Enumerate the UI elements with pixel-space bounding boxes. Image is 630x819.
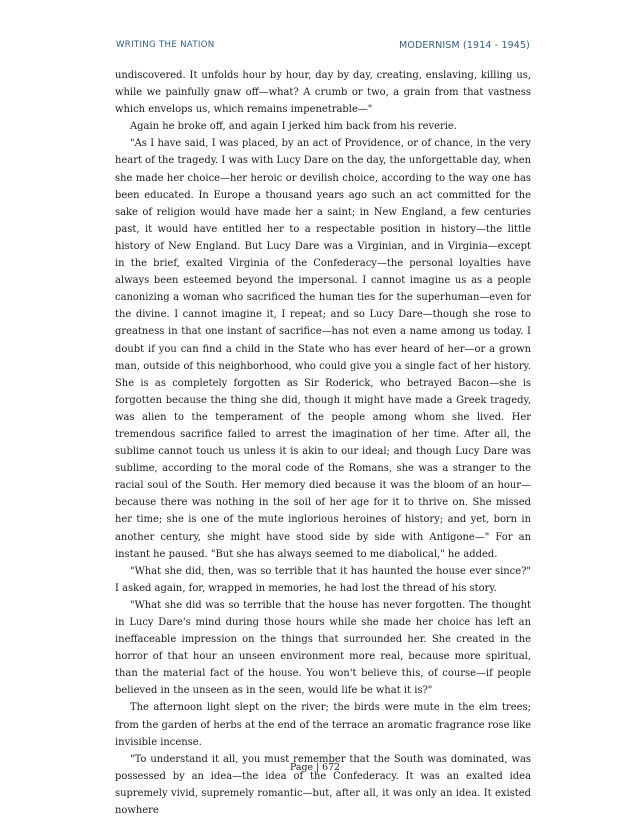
paragraph: Again he broke off, and again I jerked him back from his reverie. [130,121,457,133]
header-book-title: WRITING THE NATION [116,40,215,50]
paragraph: undiscovered. It unfolds hour by hour, day by day, creating, enslaving, killing us, while we painfully gnaw off—what? A crumb or two, a grain from that vastness which envelops us, which remains impenetrable—" [115,70,531,116]
header-section-title: MODERNISM (1914 - 1945) [399,40,530,51]
paragraph: "What she did, then, was so terrible that it has haunted the house ever since?" I asked again, for, wrapped in memories, he had lost the thread of his story. [115,565,531,594]
page-number: Page | 672 [289,762,341,773]
running-header [116,40,530,54]
paragraph: The afternoon light slept on the river; the birds were mute in the elm trees; from the garden of herbs at the end of the terrace an aromatic fragrance rose like invisible incense. [115,702,531,748]
paragraph: "What she did was so terrible that the house has never forgotten. The thought in Lucy Dare's mind during those hours while she made her choice has left an ineffaceable impression on the things that surrounded her. She created in the horror of that hour an unseen environment more real, because more spiritual, than the material fact of the house. You won't believe this, of course—if people believed in the unseen as in the seen, would life be what it is?" [115,599,531,697]
paragraph: "As I have said, I was placed, by an act of Providence, or of chance, in the very heart of the tragedy. I was with Lucy Dare on the day, the unforgettable day, when she made her choice—her heroic or devilish choice, according to the way one has been educated. In Europe a thousand years ago such an act committed for the sake of religion would have made her a saint; in New England, a few centuries past, it would have entitled her to a respectable position in history—the little history of New England. But Lucy Dare was a Virginian, and in Virginia—except in the brief, exalted Virginia of the Confederacy—the personal loyalties have always been esteemed beyond the impersonal. I cannot imagine us as a people canonizing a woman who sacrificed the human ties for the superhuman—even for the divine. I cannot imagine it, I repeat; and so Lucy Dare—though she rose to greatness in that one instant of sacrifice—has not even a name among us today. I doubt if you can find a child in the State who has ever heard of her—or a grown man, outside of this neighborhood, who could give you a single fact of her history. She is as completely forgotten as Sir Roderick, who betrayed Bacon—she is forgotten because the thing she did, though it might have made a Greek tragedy, was alien to the temperament of the people among whom she lived. Her tremendous sacrifice failed to arrest the imagination of her time. After all, the sublime cannot touch us unless it is akin to our ideal; and though Lucy Dare was sublime, according to the moral code of the Romans, she was a stranger to the racial soul of the South. Her memory died because it was the bloom of an hour—because there was nothing in the soil of her age for it to thrive on. She missed her time; she is one of the mute inglorious heroines of history; and yet, born in another century, she might have stood side by side with Antigone—" For an instant he paused. "But she has always seemed to me diabolical," he added. [115,138,531,560]
body-text [115,67,531,819]
paragraph: "To understand it all, you must remember that the South was dominated, was possessed by an idea—the idea of the Confederacy. It was an exalted idea supremely vivid, supremely romantic—but, after all, it was only an idea. It existed nowhere [115,753,531,817]
